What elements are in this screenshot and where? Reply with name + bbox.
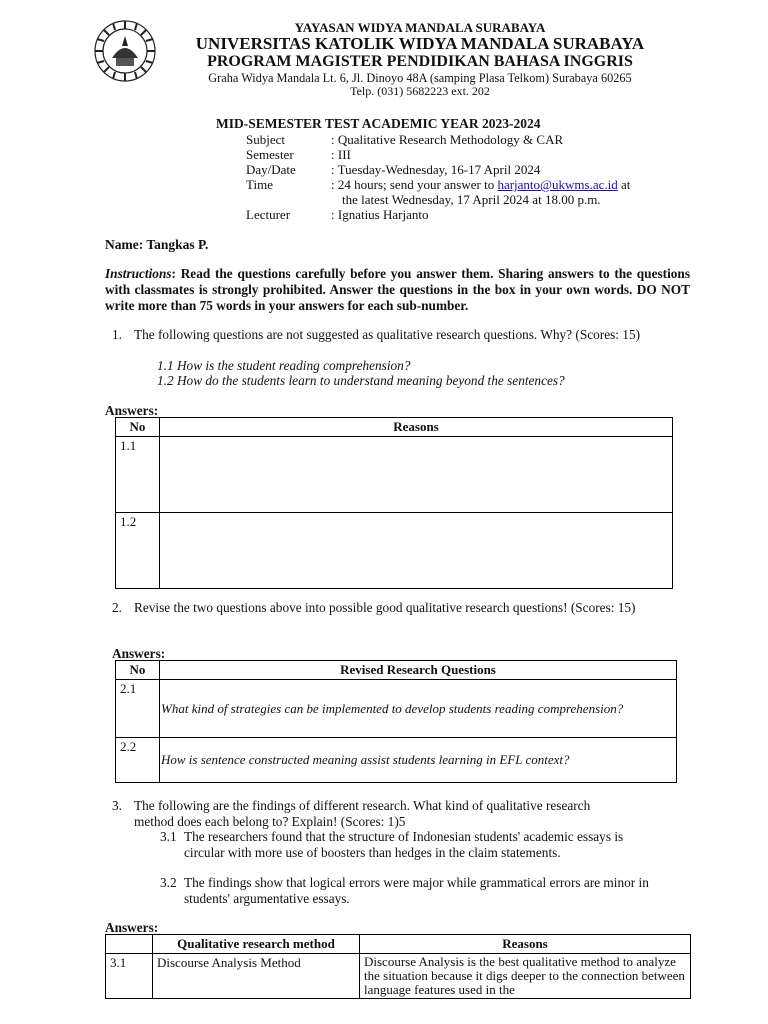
q2-row1-no: 2.1 [116, 680, 160, 738]
instructions-text: : Read the questions carefully before you answer them. Sharing answers to the questions with classmates is strongly prohibited. Answer the questions in the box in your own words. DO NOT write more than 75 words in your answers for each sub-number. [105, 266, 690, 313]
q1-sub1: 1.1 How is the student reading comprehension? [157, 358, 411, 373]
university-seal-icon [92, 18, 158, 84]
q2-col-revised: Revised Research Questions [160, 661, 677, 680]
exam-title: MID-SEMESTER TEST ACADEMIC YEAR 2023-2024 [216, 116, 541, 131]
table-row [116, 437, 673, 513]
q3-sub1-text: The researchers found that the structure of Indonesian students' academic essays is circular with more use of boosters than hedges in the claim statements. [184, 829, 624, 860]
q2-answers-label: Answers: [112, 646, 166, 661]
table-row [116, 738, 677, 783]
q2-answer-table [115, 660, 677, 783]
student-name: Name: Tangkas P. [105, 237, 209, 252]
instructions-label: Instructions [105, 266, 172, 281]
university-name: UNIVERSITAS KATOLIK WIDYA MANDALA SURABAYA [195, 34, 645, 53]
q3-col-reasons: Reasons [360, 935, 691, 954]
q3-col-method: Qualitative research method [153, 935, 360, 954]
q2-col-no: No [116, 661, 160, 680]
q1-number: 1. [112, 327, 122, 342]
q3-number: 3. [112, 798, 122, 813]
q1-text: The following questions are not suggested as qualitative research questions. Why? (Scores: 15) [134, 327, 641, 342]
q1-col-reasons: Reasons [160, 418, 673, 437]
instructions [105, 266, 690, 314]
q3-col-no [106, 935, 153, 954]
date-row [246, 162, 540, 178]
lecturer-value: : Ignatius Harjanto [331, 207, 429, 222]
q1-row2-reason[interactable] [160, 513, 673, 589]
q1-answers-label: Answers: [105, 403, 159, 418]
time-label: Time [246, 177, 273, 192]
q3-sub2-num: 3.2 [160, 875, 177, 890]
q1-col-no: No [116, 418, 160, 437]
phone: Telp. (031) 5682223 ext. 202 [350, 84, 490, 98]
q3-sub1-num: 3.1 [160, 829, 177, 844]
time-row [246, 177, 630, 193]
semester-row [246, 147, 351, 163]
date-value: : Tuesday-Wednesday, 16-17 April 2024 [331, 162, 541, 177]
email-link[interactable]: harjanto@ukwms.ac.id [497, 177, 618, 192]
q2-row2-no: 2.2 [116, 738, 160, 783]
q3-sub2-text: The findings show that logical errors were major while grammatical errors are minor in students' argumentative essays. [184, 875, 649, 906]
q3-row1-no: 3.1 [106, 954, 153, 999]
time-line2: the latest Wednesday, 17 April 2024 at 18.00 p.m. [342, 192, 601, 207]
q2-row1-answer[interactable]: What kind of strategies can be implemented to develop students reading comprehension? [160, 680, 677, 738]
q3-text: The following are the findings of different research. What kind of qualitative research method does each belong to? Explain! (Scores: 1)5 [134, 798, 591, 829]
date-label: Day/Date [246, 162, 296, 177]
q2-text: Revise the two questions above into possible good qualitative research questions! (Scores: 15) [134, 600, 636, 615]
q1-row1-reason[interactable] [160, 437, 673, 513]
q1-row1-no: 1.1 [116, 437, 160, 513]
q2-number: 2. [112, 600, 122, 615]
q1-row2-no: 1.2 [116, 513, 160, 589]
subject-row [246, 132, 563, 148]
table-row [106, 954, 691, 999]
q3-answer-table [105, 934, 691, 999]
q3-row1-reason[interactable]: Discourse Analysis is the best qualitative method to analyze the situation because it digs deeper to the connection between language features used in the [360, 954, 691, 999]
q3-answers-label: Answers: [105, 920, 159, 935]
q2-row2-answer[interactable]: How is sentence constructed meaning assist students learning in EFL context? [160, 738, 677, 783]
program-name: PROGRAM MAGISTER PENDIDIKAN BAHASA INGGRIS [207, 53, 633, 70]
table-row [116, 513, 673, 589]
q1-answer-table [115, 417, 673, 589]
foundation-name: YAYASAN WIDYA MANDALA SURABAYA [294, 20, 546, 35]
lecturer-row [246, 207, 428, 223]
subject-label: Subject [246, 132, 285, 147]
q1-sub2: 1.2 How do the students learn to understand meaning beyond the sentences? [157, 373, 565, 388]
semester-label: Semester [246, 147, 294, 162]
table-row [116, 680, 677, 738]
time-suffix: at [617, 177, 631, 192]
subject-value: : Qualitative Research Methodology & CAR [331, 132, 564, 147]
q3-row1-method[interactable]: Discourse Analysis Method [153, 954, 360, 999]
time-prefix: : 24 hours; send your answer to [331, 177, 498, 192]
lecturer-label: Lecturer [246, 207, 291, 222]
address: Graha Widya Mandala Lt. 6, Jl. Dinoyo 48A (samping Plasa Telkom) Surabaya 60265 [208, 71, 632, 85]
semester-value: : III [331, 147, 351, 162]
